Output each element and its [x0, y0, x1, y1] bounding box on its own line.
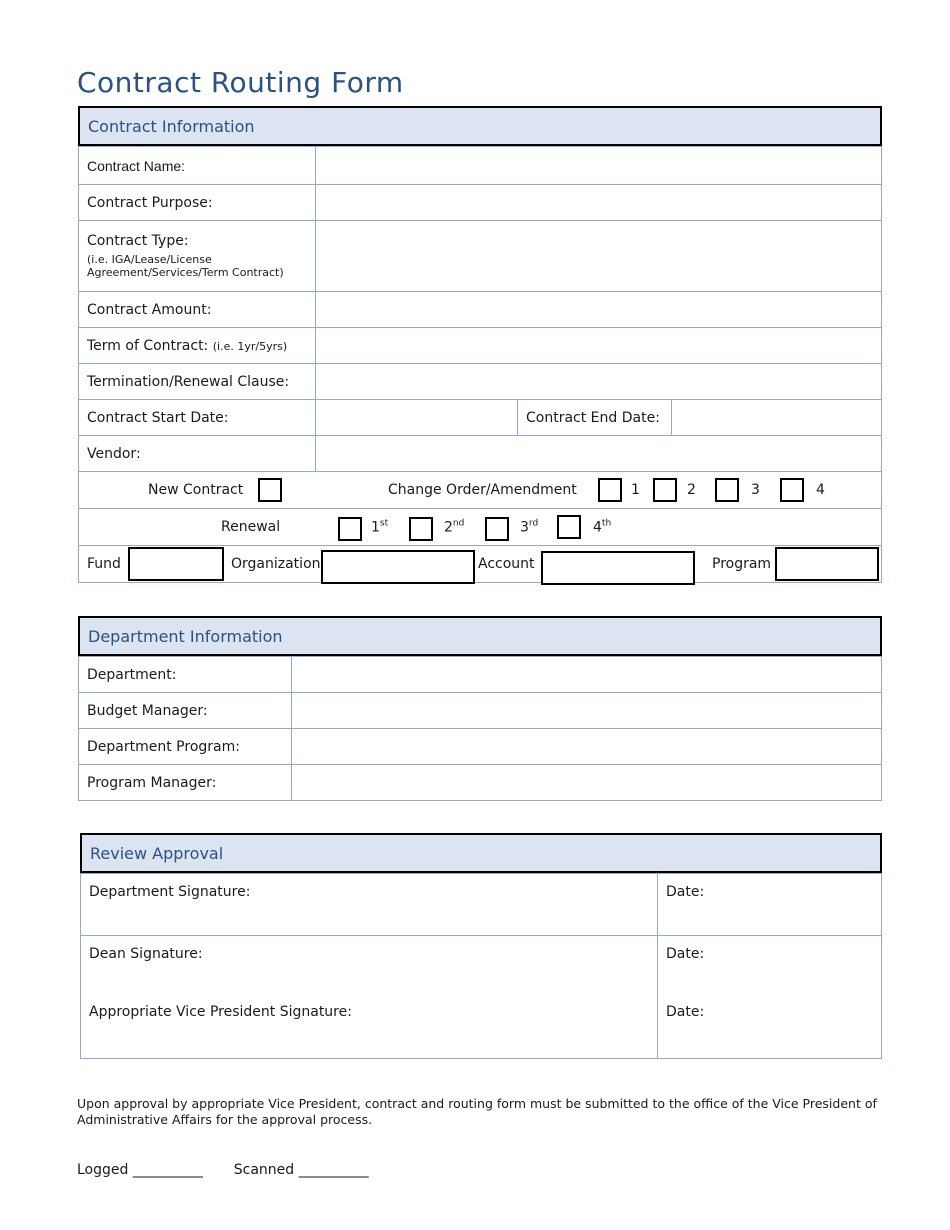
dean-signature-label: Dean Signature: — [89, 946, 203, 962]
term-of-contract-label — [79, 328, 316, 364]
program-input[interactable] — [775, 547, 879, 581]
fund-label: Fund — [87, 556, 121, 572]
renewal-row — [79, 509, 882, 546]
termination-clause-input[interactable] — [316, 364, 882, 400]
contract-information-header: Contract Information — [78, 106, 882, 146]
change-order-2-label: 2 — [687, 482, 696, 498]
contract-information-section — [78, 106, 882, 583]
change-order-3-label: 3 — [751, 482, 760, 498]
contract-name-input[interactable] — [316, 147, 882, 185]
department-information-table — [78, 656, 882, 801]
organization-input[interactable] — [321, 550, 475, 584]
department-information-section — [78, 616, 882, 801]
account-label: Account — [478, 556, 535, 572]
vp-signature-label: Appropriate Vice President Signature: — [89, 1004, 352, 1020]
program-manager-input[interactable] — [292, 765, 882, 801]
renewal-1st-suffix: st — [379, 518, 389, 529]
contract-type-input[interactable] — [316, 221, 882, 292]
renewal-2nd-num: 2 — [444, 519, 453, 536]
change-order-4-label: 4 — [816, 482, 825, 498]
review-approval-header: Review Approval — [80, 833, 882, 873]
vp-signature-date-label: Date: — [666, 1004, 705, 1020]
scanned-field: Scanned __________ — [233, 1162, 369, 1178]
renewal-2nd-suffix: nd — [452, 518, 465, 529]
logged-field: Logged __________ — [77, 1162, 203, 1178]
dean-signature-date-label: Date: — [666, 946, 705, 962]
dean-vp-signature-field[interactable] — [81, 936, 658, 1059]
change-order-4-checkbox[interactable] — [780, 478, 804, 502]
end-date-input[interactable] — [672, 400, 882, 436]
contract-purpose-label: Contract Purpose: — [79, 185, 316, 221]
vendor-input[interactable] — [316, 436, 882, 472]
review-approval-table — [80, 873, 882, 1059]
dean-vp-date-field[interactable] — [658, 936, 882, 1059]
change-order-1-checkbox[interactable] — [598, 478, 622, 502]
fund-input[interactable] — [128, 547, 224, 581]
term-of-contract-input[interactable] — [316, 328, 882, 364]
contract-kind-row — [79, 472, 882, 509]
renewal-3rd-num: 3 — [520, 519, 529, 536]
logged-scanned-line — [77, 1162, 369, 1178]
organization-label: Organization — [231, 556, 321, 572]
term-of-contract-text: Term of Contract: — [87, 337, 209, 354]
department-signature-label: Department Signature: — [89, 884, 251, 900]
contract-amount-input[interactable] — [316, 292, 882, 328]
account-coding-row — [79, 546, 882, 583]
department-signature-date-field[interactable] — [658, 874, 882, 936]
renewal-4th-suffix: th — [601, 518, 612, 529]
change-order-label: Change Order/Amendment — [388, 482, 577, 498]
start-date-input[interactable] — [316, 400, 518, 436]
new-contract-checkbox[interactable] — [258, 478, 282, 502]
account-input[interactable] — [541, 551, 695, 585]
start-date-label: Contract Start Date: — [79, 400, 316, 436]
change-order-2-checkbox[interactable] — [653, 478, 677, 502]
change-order-1-label: 1 — [631, 482, 640, 498]
renewal-1st-checkbox[interactable] — [338, 517, 362, 541]
renewal-1st-num: 1 — [371, 519, 380, 536]
renewal-3rd-suffix: rd — [528, 518, 539, 529]
program-label: Program — [712, 556, 772, 572]
contract-type-label-text: Contract Type: — [87, 233, 189, 249]
contract-purpose-input[interactable] — [316, 185, 882, 221]
department-program-label: Department Program: — [79, 729, 292, 765]
renewal-3rd-checkbox[interactable] — [485, 517, 509, 541]
vendor-label: Vendor: — [79, 436, 316, 472]
contract-type-label — [79, 221, 316, 292]
termination-clause-label: Termination/Renewal Clause: — [79, 364, 316, 400]
contract-type-note: (i.e. IGA/Lease/License Agreement/Services/Term Contract) — [87, 253, 284, 279]
renewal-4th-num: 4 — [593, 519, 602, 536]
department-input[interactable] — [292, 657, 882, 693]
review-approval-section — [80, 833, 882, 1059]
change-order-3-checkbox[interactable] — [715, 478, 739, 502]
department-signature-date-label: Date: — [666, 884, 705, 900]
renewal-label: Renewal — [221, 519, 281, 535]
department-label: Department: — [79, 657, 292, 693]
contract-information-table — [78, 146, 882, 583]
contract-amount-label: Contract Amount: — [79, 292, 316, 328]
page-title: Contract Routing Form — [77, 66, 404, 99]
budget-manager-label: Budget Manager: — [79, 693, 292, 729]
renewal-2nd-checkbox[interactable] — [409, 517, 433, 541]
renewal-4th-checkbox[interactable] — [557, 515, 581, 539]
program-manager-label: Program Manager: — [79, 765, 292, 801]
department-program-input[interactable] — [292, 729, 882, 765]
contract-name-label: Contract Name: — [79, 147, 316, 185]
new-contract-label: New Contract — [148, 482, 244, 498]
budget-manager-input[interactable] — [292, 693, 882, 729]
end-date-label: Contract End Date: — [518, 400, 672, 436]
term-of-contract-note: (i.e. 1yr/5yrs) — [212, 339, 288, 353]
renewal-3rd-label — [520, 519, 538, 536]
renewal-1st-label — [371, 519, 388, 536]
renewal-2nd-label — [444, 519, 464, 536]
department-information-header: Department Information — [78, 616, 882, 656]
renewal-4th-label — [593, 519, 611, 536]
submission-note: Upon approval by appropriate Vice President, contract and routing form must be submitted to the office of the Vice President of Administrative Affairs for the approval process. — [77, 1096, 877, 1127]
department-signature-field[interactable] — [81, 874, 658, 936]
